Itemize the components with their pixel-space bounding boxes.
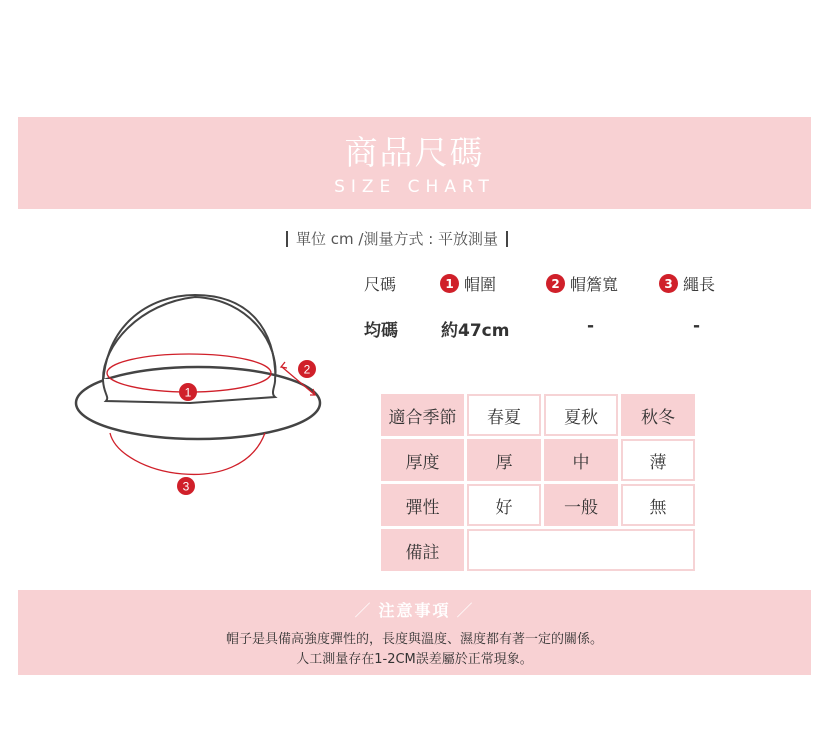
divider xyxy=(506,231,508,247)
feature-option-thickness: 中 xyxy=(544,439,618,481)
feature-option-thickness: 薄 xyxy=(621,439,695,481)
unit-note-text: 單位 cm /測量方式 : 平放測量 xyxy=(296,230,499,248)
notes-section xyxy=(18,590,811,675)
marker-3-label: 3 xyxy=(182,479,190,494)
notes-title xyxy=(18,598,811,621)
row-circumference: 約47cm xyxy=(441,321,510,341)
decor-slash: ／ xyxy=(354,601,373,620)
feature-option-season: 秋冬 xyxy=(621,394,695,436)
number-badge-3: 3 xyxy=(659,274,678,293)
feature-remark-value xyxy=(467,529,695,571)
feature-option-elasticity: 無 xyxy=(621,484,695,526)
feature-label-season: 適合季節 xyxy=(381,394,464,436)
header-size xyxy=(364,272,396,295)
row-cord-length: - xyxy=(693,316,701,336)
feature-option-thickness: 厚 xyxy=(467,439,541,481)
marker-2-label: 2 xyxy=(303,362,311,377)
feature-option-elasticity: 好 xyxy=(467,484,541,526)
hat-diagram xyxy=(70,285,330,500)
feature-label-thickness: 厚度 xyxy=(381,439,464,481)
size-table-header xyxy=(350,272,750,296)
row-brim-width: - xyxy=(587,316,595,336)
header-brim-width xyxy=(546,272,618,295)
feature-option-elasticity: 一般 xyxy=(544,484,618,526)
number-badge-1: 1 xyxy=(440,274,459,293)
header-circumference-label: 帽圍 xyxy=(464,275,497,294)
number-badge-2: 2 xyxy=(546,274,565,293)
feature-label-remark: 備註 xyxy=(381,529,464,571)
banner-subtitle: SIZE CHART xyxy=(334,177,495,197)
feature-option-season: 夏秋 xyxy=(544,394,618,436)
header-cord-length xyxy=(659,272,715,295)
marker-1-label: 1 xyxy=(184,385,192,400)
row-size: 均碼 xyxy=(364,321,398,341)
banner-title: 商品尺碼 xyxy=(344,133,485,172)
notes-line-1: 帽子是具備高強度彈性的，長度與溫度、濕度都有著一定的關係。 xyxy=(225,632,603,647)
feature-label-elasticity: 彈性 xyxy=(381,484,464,526)
divider xyxy=(286,231,288,247)
header-circumference xyxy=(440,272,496,295)
notes-line-2: 人工測量存在1-2CM誤差屬於正常現象。 xyxy=(296,652,533,667)
unit-note xyxy=(286,228,508,249)
size-table-row xyxy=(350,316,750,340)
header-brim-width-label: 帽簷寬 xyxy=(570,275,619,294)
header-size-label: 尺碼 xyxy=(364,275,397,294)
decor-slash: ／ xyxy=(456,601,475,620)
header-cord-length-label: 繩長 xyxy=(683,275,716,294)
size-chart-banner xyxy=(18,117,811,209)
feature-option-season: 春夏 xyxy=(467,394,541,436)
notes-title-text: 注意事項 xyxy=(378,601,451,620)
